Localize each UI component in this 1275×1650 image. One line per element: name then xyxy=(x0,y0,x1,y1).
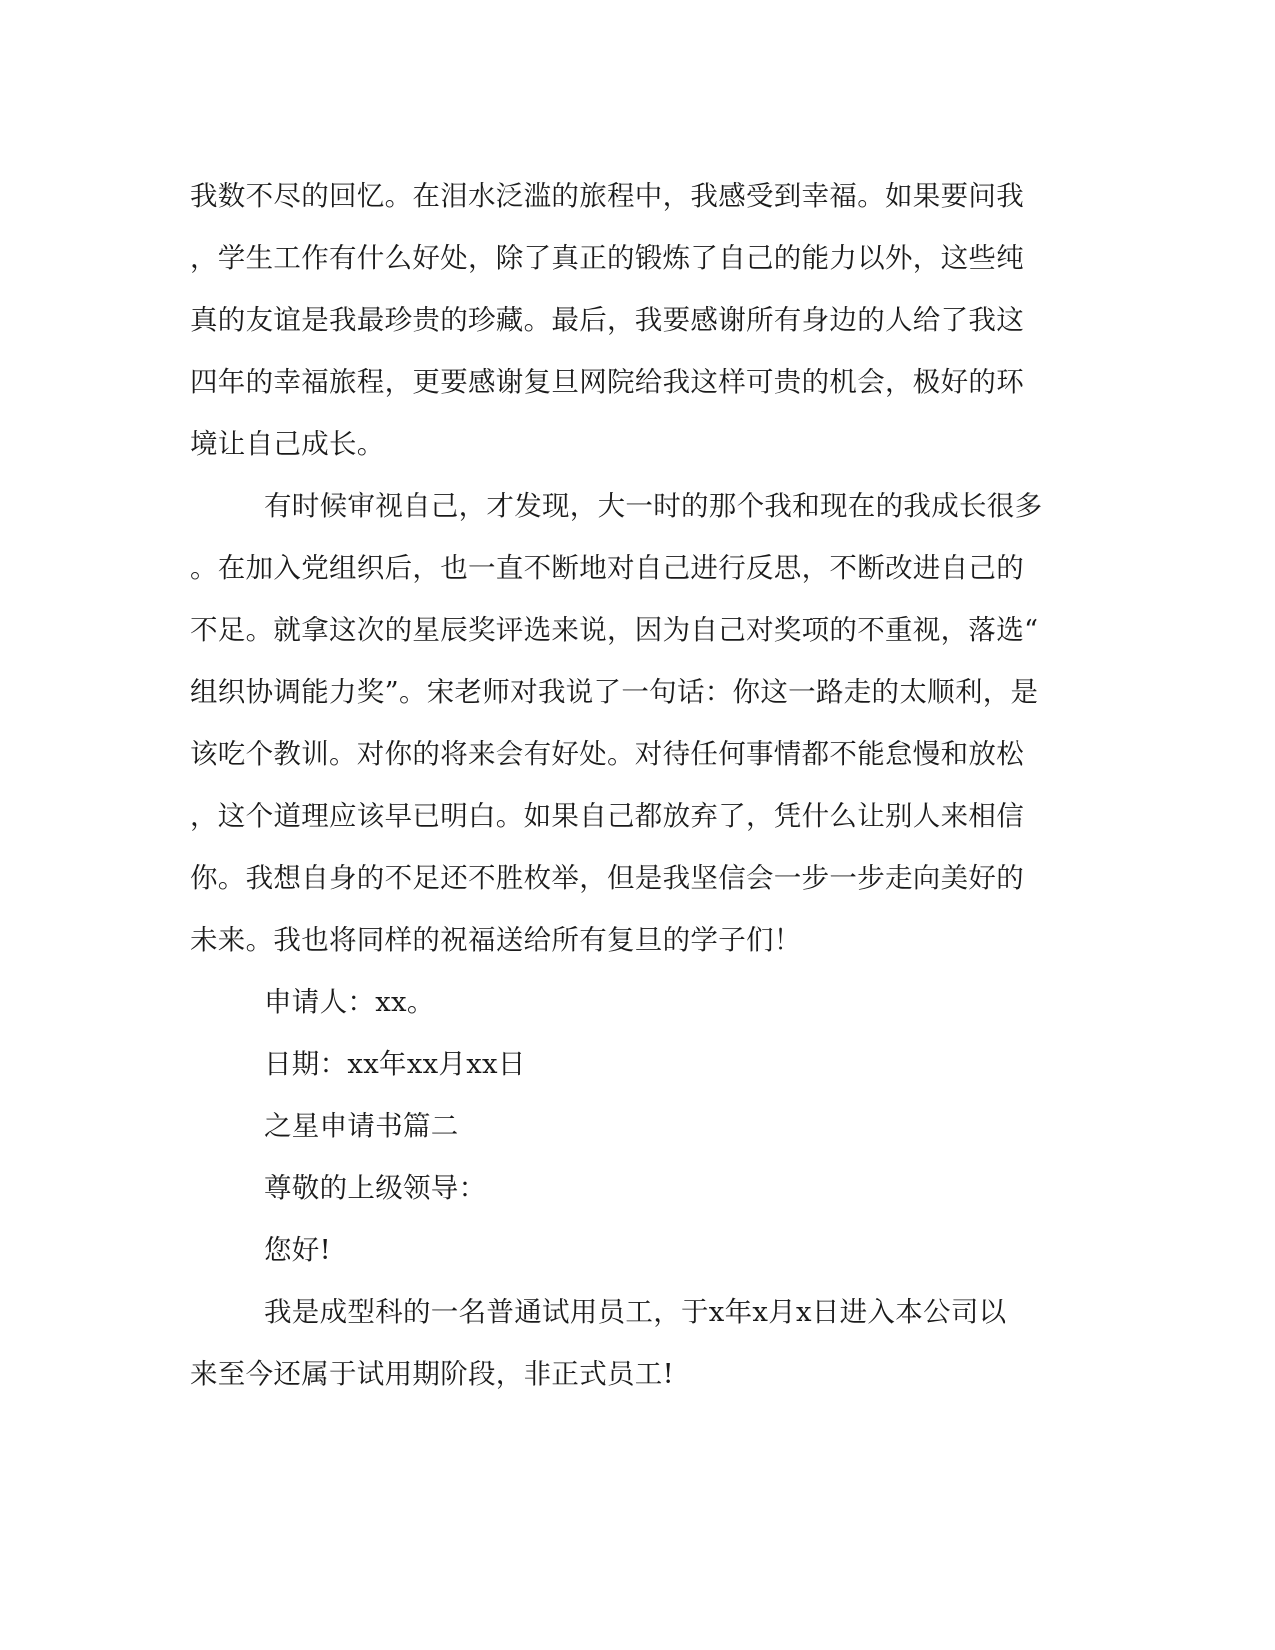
text-line-1: 我数不尽的回忆。在泪水泛滥的旅程中，我感受到幸福。如果要问我 xyxy=(190,180,1024,212)
text-line-12: 你。我想自身的不足还不胜枚举，但是我坚信会一步一步走向美好的 xyxy=(190,862,1024,894)
section-title: 之星申请书篇二 xyxy=(264,1110,459,1142)
text-line-8: 不足。就拿这次的星辰奖评选来说，因为自己对奖项的不重视，落选“ xyxy=(190,614,1039,646)
text-line-19: 我是成型科的一名普通试用员工，于x年x月x日进入本公司以 xyxy=(264,1296,1007,1328)
text-line-6: 有时候审视自己，才发现，大一时的那个我和现在的我成长很多 xyxy=(264,490,1043,522)
text-line-20: 来至今还属于试用期阶段，非正式员工! xyxy=(190,1358,674,1390)
text-line-13: 未来。我也将同样的祝福送给所有复旦的学子们！ xyxy=(190,924,802,956)
date-line: 日期：xx年xx月xx日 xyxy=(264,1048,526,1080)
text-line-7: 。在加入党组织后，也一直不断地对自己进行反思，不断改进自己的 xyxy=(190,552,1024,584)
text-line-11: ，这个道理应该早已明白。如果自己都放弃了，凭什么让别人来相信 xyxy=(190,800,1024,832)
text-line-2: ，学生工作有什么好处，除了真正的锻炼了自己的能力以外，这些纯 xyxy=(190,242,1024,274)
greeting: 您好! xyxy=(264,1234,331,1266)
document-body xyxy=(190,165,1070,1405)
applicant-line: 申请人：xx。 xyxy=(264,986,435,1018)
text-line-4: 四年的幸福旅程，更要感谢复旦网院给我这样可贵的机会，极好的环 xyxy=(190,366,1024,398)
text-line-5: 境让自己成长。 xyxy=(190,428,385,460)
text-line-10: 该吃个教训。对你的将来会有好处。对待任何事情都不能怠慢和放松 xyxy=(190,738,1024,770)
text-line-3: 真的友谊是我最珍贵的珍藏。最后，我要感谢所有身边的人给了我这 xyxy=(190,304,1024,336)
text-line-9: 组织协调能力奖”。宋老师对我说了一句话：你这一路走的太顺利，是 xyxy=(190,676,1039,708)
salutation: 尊敬的上级领导： xyxy=(264,1172,487,1204)
